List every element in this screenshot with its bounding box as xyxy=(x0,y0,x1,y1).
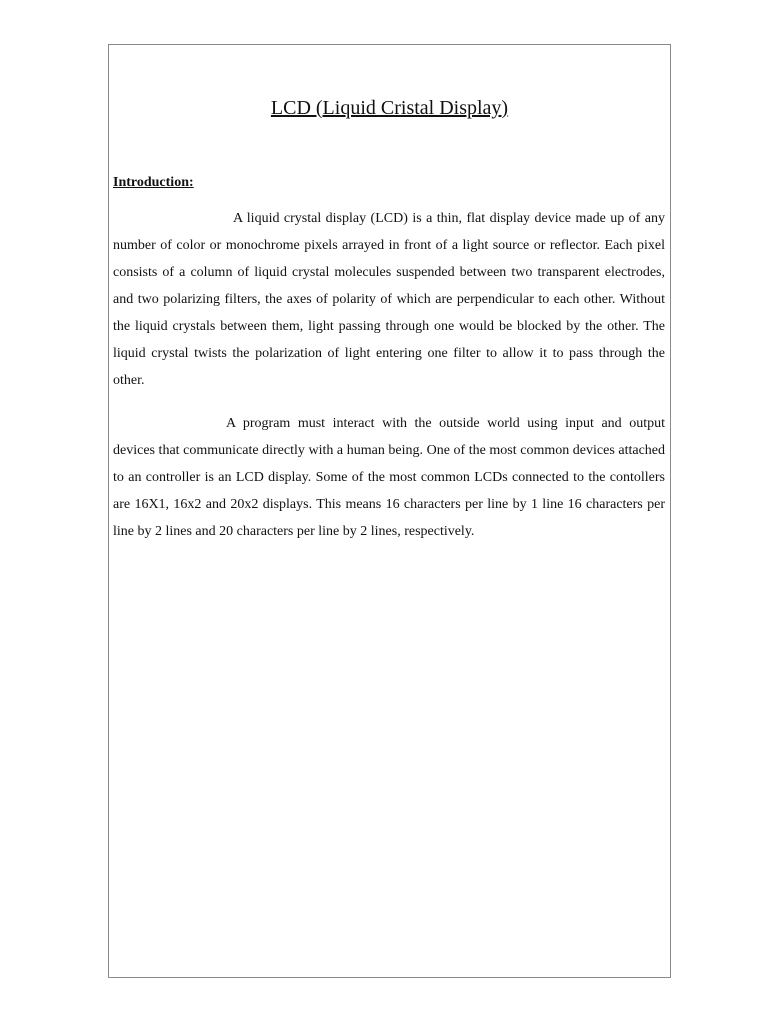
paragraph-lcd-usage: A program must interact with the outside world using input and output devices that communicate directly with a human being. One of the most common devices attached to an controller is an LCD display. Some of the most common LCDs connected to the contollers are 16X1, 16x2 and 20x2 displays. This means 16 characters per line by 1 line 16 characters per line by 2 lines and 20 characters per line by 2 lines, respectively. xyxy=(113,416,665,539)
paragraph-lcd-definition: A liquid crystal display (LCD) is a thin, flat display device made up of any number of color or monochrome pixels arrayed in front of a light source or reflector. Each pixel consists of a column of liquid crystal molecules suspended between two transparent electrodes, and two polarizing filters, the axes of polarity of which are perpendicular to each other. Without the liquid crystals between them, light passing through one would be blocked by the other. The liquid crystal twists the polarization of light entering one filter to allow it to pass through the other. xyxy=(113,211,665,388)
section-heading-introduction: Introduction: xyxy=(113,175,194,190)
document-title: LCD (Liquid Cristal Display) xyxy=(270,97,509,119)
